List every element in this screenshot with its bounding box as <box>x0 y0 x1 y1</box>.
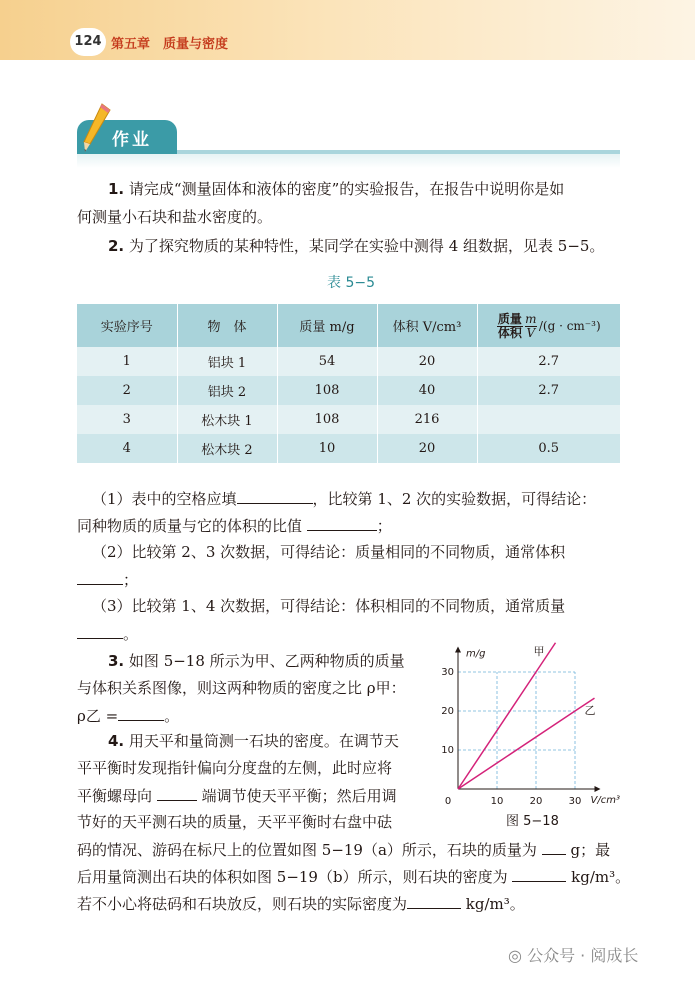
question-2-text: 为了探究物质的某种特性，某同学在实验中测得 4 组数据，见表 5−5。 <box>128 237 605 255</box>
sub-question-3-line-2 <box>77 621 138 646</box>
question-3-line-3 <box>77 703 179 728</box>
pencil-icon <box>78 102 112 154</box>
cell-mass: 108 <box>277 405 377 434</box>
cell-seq: 2 <box>77 376 177 405</box>
header-volume: 体积 V/cm³ <box>377 304 477 347</box>
header-seq: 实验序号 <box>77 304 177 347</box>
sub-question-2-text-b: ； <box>123 571 139 589</box>
question-3-text-a: ρ乙 = <box>77 707 119 725</box>
answer-blank[interactable] <box>542 837 566 855</box>
question-4-text-3a: 平衡螺母向 <box>77 787 153 805</box>
question-4-number: 4. <box>108 732 125 750</box>
y-axis-arrow <box>455 647 461 653</box>
wechat-icon: ◎ <box>508 946 522 965</box>
cell-ratio: 2.7 <box>477 376 620 405</box>
x-tick-label: 20 <box>529 796 543 807</box>
cell-seq: 1 <box>77 347 177 376</box>
table-row <box>77 434 620 463</box>
table-title: 表 5−5 <box>327 275 375 291</box>
cell-mass: 54 <box>277 347 377 376</box>
table-header-row <box>77 304 620 347</box>
x-tick-label: 30 <box>568 796 582 807</box>
question-1-text: 请完成“测量固体和液体的密度”的实验报告，在报告中说明你是如 <box>128 180 565 198</box>
y-tick-label: 20 <box>441 706 454 717</box>
question-4-text-5b: g；最 <box>570 841 611 859</box>
answer-blank[interactable] <box>77 567 123 585</box>
answer-blank[interactable] <box>157 783 197 801</box>
series-label-yi: 乙 <box>584 704 596 718</box>
cell-mass: 108 <box>277 376 377 405</box>
y-tick-label: 10 <box>441 745 454 756</box>
cell-object: 铝块 1 <box>177 347 277 376</box>
question-4-line-3 <box>77 783 397 808</box>
sub-question-1-text-c: 同种物质的质量与它的体积的比值 <box>77 517 303 535</box>
cell-seq: 3 <box>77 405 177 434</box>
answer-blank[interactable] <box>118 703 164 721</box>
question-4-text-7a: 若不小心将砝码和石块放反，则石块的实际密度为 <box>77 895 408 913</box>
cell-seq: 4 <box>77 434 177 463</box>
sub-question-1-line-1 <box>92 486 596 511</box>
cell-object: 松木块 2 <box>177 434 277 463</box>
cell-volume: 216 <box>377 405 477 434</box>
x-axis-arrow <box>595 786 601 792</box>
question-4-text-7b: kg/m³。 <box>465 895 525 913</box>
ratio-denominator-label: 体积 <box>497 325 522 340</box>
series-line <box>458 698 595 789</box>
watermark-text: 公众号 · 阅成长 <box>527 946 639 965</box>
answer-blank[interactable] <box>512 864 566 882</box>
cell-object: 铝块 2 <box>177 376 277 405</box>
ratio-denominator-symbol: V <box>526 325 536 340</box>
question-4-line-2: 平平衡时发现指针偏向分度盘的左侧，此时应将 <box>77 759 393 777</box>
answer-blank[interactable] <box>237 486 313 504</box>
header-mass: 质量 m/g <box>277 304 377 347</box>
y-tick-label: 30 <box>441 667 454 678</box>
question-4-line-1 <box>108 729 399 753</box>
question-4-text-3b: 端调节使天平平衡；然后用调 <box>201 787 397 805</box>
page-number: 124 <box>70 28 106 56</box>
answer-blank[interactable] <box>77 621 123 639</box>
table-row <box>77 347 620 376</box>
question-4-text-6b: kg/m³。 <box>571 868 631 886</box>
sub-question-2-line-2 <box>77 567 138 592</box>
sub-question-1-text-a: （1）表中的空格应填 <box>92 490 237 508</box>
y-axis-label: m/g <box>466 648 486 660</box>
figure-caption: 图 5−18 <box>506 814 559 829</box>
ratio-unit: /(g · cm⁻³) <box>538 319 601 333</box>
table-row <box>77 376 620 405</box>
question-3-text-b: 。 <box>164 707 180 725</box>
cell-ratio-blank <box>477 405 620 434</box>
sub-question-2-line-1: （2）比较第 2、3 次数据，可得结论：质量相同的不同物质，通常体积 <box>92 543 566 561</box>
cell-ratio: 0.5 <box>477 434 620 463</box>
homework-label: 作业 <box>112 130 152 150</box>
question-1-line-1 <box>108 177 564 201</box>
x-axis-label: V/cm³ <box>590 795 620 806</box>
header-ratio <box>477 304 620 347</box>
cell-ratio: 2.7 <box>477 347 620 376</box>
x-tick-label: 10 <box>490 796 504 807</box>
question-4-line-4: 节好的天平测石块的质量，天平平衡时右盘中砝 <box>77 813 393 831</box>
cell-volume: 20 <box>377 434 477 463</box>
question-3-line-2: 与体积关系图像，则这两种物质的密度之比 ρ甲： <box>77 679 406 697</box>
question-3-number: 3. <box>108 652 125 670</box>
series-line <box>458 643 556 789</box>
question-4-line-7 <box>77 891 525 916</box>
table-row <box>77 405 620 434</box>
question-4-line-6 <box>77 864 630 889</box>
question-1-line-2: 何测量小石块和盐水密度的。 <box>77 208 273 226</box>
cell-volume: 20 <box>377 347 477 376</box>
ratio-numerator-symbol: m <box>525 311 537 326</box>
homework-rule-shade <box>77 154 620 168</box>
chapter-title: 第五章 质量与密度 <box>111 37 229 52</box>
question-4-text-6a: 后用量筒测出石块的体积如图 5−19（b）所示，则石块的密度为 <box>77 868 508 886</box>
sub-question-3-text-b: 。 <box>123 625 139 643</box>
question-2-number: 2. <box>108 237 125 255</box>
mass-volume-chart <box>440 643 620 813</box>
question-2-line-1 <box>108 234 604 258</box>
sub-question-1-line-2 <box>77 513 392 538</box>
series-label-jia: 甲 <box>533 644 545 658</box>
page-header <box>0 0 695 60</box>
cell-object: 松木块 1 <box>177 405 277 434</box>
sub-question-1-text-b: ，比较第 1、2 次的实验数据，可得结论： <box>312 490 597 508</box>
question-3-line-1 <box>108 649 405 673</box>
cell-volume: 40 <box>377 376 477 405</box>
question-4-line-5 <box>77 837 610 862</box>
question-4-text: 用天平和量筒测一石块的密度。在调节天 <box>128 732 399 750</box>
watermark <box>508 943 638 966</box>
header-object: 物 体 <box>177 304 277 347</box>
data-table <box>77 304 620 463</box>
x-tick-label: 0 <box>444 796 452 807</box>
answer-blank[interactable] <box>407 891 461 909</box>
cell-mass: 10 <box>277 434 377 463</box>
sub-question-3-line-1: （3）比较第 1、4 次数据，可得结论：体积相同的不同物质，通常质量 <box>92 597 566 615</box>
question-1-number: 1. <box>108 180 125 198</box>
answer-blank[interactable] <box>307 513 377 531</box>
sub-question-1-text-d: ； <box>376 517 392 535</box>
question-3-text: 如图 5−18 所示为甲、乙两种物质的质量 <box>128 652 405 670</box>
ratio-numerator-label: 质量 <box>497 311 522 326</box>
question-4-text-5a: 码的情况、游码在标尺上的位置如图 5−19（a）所示，石块的质量为 <box>77 841 537 859</box>
